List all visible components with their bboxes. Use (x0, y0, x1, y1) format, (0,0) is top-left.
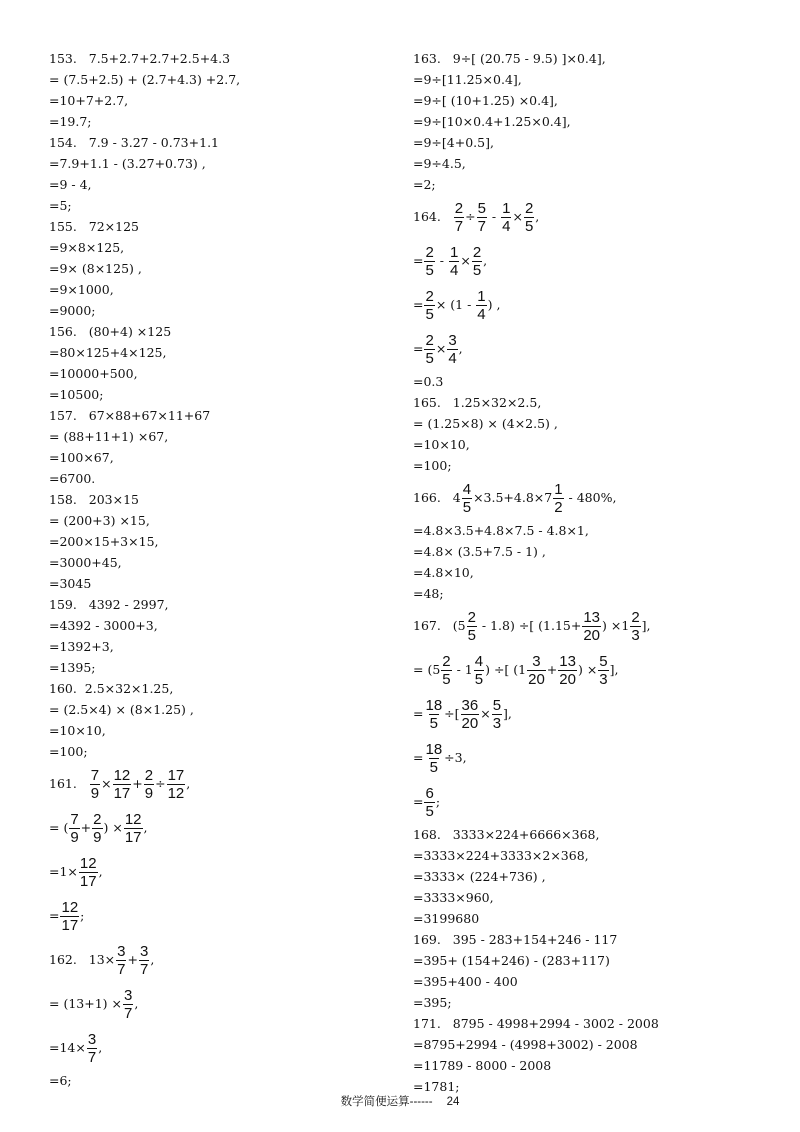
line: 166. 4 $\frac{4}{5}$ ×3.5+4.8×7 $\frac{1}{2}$ - 480%, (413, 480, 617, 516)
fraction: $\frac{2}{5}$ (467, 608, 476, 644)
line: =3333×960, (413, 890, 494, 905)
fraction: $\frac{7}{9}$ (90, 766, 100, 802)
line: 165. 1.25×32×2.5, (413, 395, 542, 410)
fraction: $\frac{12}{17}$ (113, 766, 131, 802)
problem-165 (413, 392, 793, 476)
line: 169. 395 - 283+154+246 - 117 (413, 932, 618, 947)
fraction: $\frac{3}{7}$ (123, 986, 133, 1022)
line: 161. $\frac{7}{9}$ × $\frac{12}{17}$ + $\frac{2}{9}$ ÷ $\frac{17}{12}$ , (49, 766, 191, 802)
line: 162. 13× $\frac{3}{7}$ + $\frac{3}{7}$ , (49, 942, 155, 978)
line: 164. $\frac{2}{7}$ ÷ $\frac{5}{7}$ - $\frac{1}{4}$ × $\frac{2}{5}$ , (413, 199, 540, 235)
problem-162 (49, 938, 429, 1091)
fraction: $\frac{7}{9}$ (70, 810, 79, 846)
problem-163 (413, 48, 793, 195)
line: =200×15+3×15, (49, 534, 159, 549)
problem-171 (413, 1013, 793, 1097)
fraction: $\frac{3}{7}$ (139, 942, 149, 978)
fraction: $\frac{4}{5}$ (474, 652, 484, 688)
line: =100; (49, 744, 88, 759)
line: 160. 2.5×32×1.25, (49, 681, 174, 696)
line: = $\frac{12}{17}$ ; (49, 898, 85, 934)
line: =395+400 - 400 (413, 974, 518, 989)
line: =10+7+2.7, (49, 93, 129, 108)
fraction: $\frac{2}{5}$ (425, 287, 434, 323)
line: =19.7; (49, 114, 92, 129)
line: 154. 7.9 - 3.27 - 0.73+1.1 (49, 135, 219, 150)
fraction: $\frac{2}{3}$ (631, 608, 640, 644)
line: = $\frac{2}{5}$ × $\frac{3}{4}$ , (413, 331, 463, 367)
line: =9÷[11.25×0.4], (413, 72, 522, 87)
line: 155. 72×125 (49, 219, 139, 234)
line: =395; (413, 995, 452, 1010)
line: =9÷[4+0.5], (413, 135, 494, 150)
line: = (88+11+1) ×67, (49, 429, 169, 444)
fraction: $\frac{17}{12}$ (167, 766, 185, 802)
line: =11789 - 8000 - 2008 (413, 1058, 552, 1073)
line: =100×67, (49, 450, 114, 465)
right-column (413, 48, 793, 1097)
problem-161 (49, 762, 429, 938)
line: =10000+500, (49, 366, 138, 381)
line: = $\frac{18}{5}$ ÷[ $\frac{36}{20}$ × $\frac{5}{3}$ ], (413, 696, 512, 732)
line: =9×1000, (49, 282, 114, 297)
line: =9000; (49, 303, 96, 318)
fraction: $\frac{2}{5}$ (442, 652, 451, 688)
problem-157 (49, 405, 429, 489)
fraction: $\frac{5}{7}$ (477, 199, 486, 235)
problem-168 (413, 824, 793, 929)
line: =3333× (224+736) , (413, 869, 546, 884)
problem-164 (413, 195, 793, 392)
line: =3000+45, (49, 555, 122, 570)
problem-160 (49, 678, 429, 762)
problem-158 (49, 489, 429, 594)
line: = (7.5+2.5) + (2.7+4.3) +2.7, (49, 72, 241, 87)
line: 159. 4392 - 2997, (49, 597, 169, 612)
line: =9÷4.5, (413, 156, 466, 171)
page-footer (0, 1093, 800, 1109)
line: = $\frac{2}{5}$ - $\frac{1}{4}$ × $\frac{2}{5}$ , (413, 243, 488, 279)
problem-169 (413, 929, 793, 1013)
problem-154 (49, 132, 429, 216)
problem-156 (49, 321, 429, 405)
fraction: $\frac{12}{17}$ (79, 854, 97, 890)
line: =7.9+1.1 - (3.27+0.73) , (49, 156, 206, 171)
line: =9 - 4, (49, 177, 92, 192)
line: =48; (413, 586, 444, 601)
line: =4.8× (3.5+7.5 - 1) , (413, 544, 546, 559)
line: =9÷[ (10+1.25) ×0.4], (413, 93, 558, 108)
fraction: $\frac{12}{17}$ (124, 810, 142, 846)
problem-155 (49, 216, 429, 321)
fraction: $\frac{1}{4}$ (502, 199, 511, 235)
line: =10×10, (413, 437, 470, 452)
line: =3333×224+3333×2×368, (413, 848, 589, 863)
fraction: $\frac{12}{17}$ (61, 898, 79, 934)
fraction: $\frac{18}{5}$ (425, 740, 443, 776)
line: =1392+3, (49, 639, 114, 654)
line: =4.8×3.5+4.8×7.5 - 4.8×1, (413, 523, 589, 538)
line: =4392 - 3000+3, (49, 618, 158, 633)
line: =6700. (49, 471, 96, 486)
fraction: $\frac{1}{4}$ (450, 243, 459, 279)
line: =395+ (154+246) - (283+117) (413, 953, 610, 968)
left-column (49, 48, 429, 1091)
problem-166 (413, 476, 793, 604)
line: =0.3 (413, 374, 444, 389)
line: =3045 (49, 576, 92, 591)
line: 163. 9÷[ (20.75 - 9.5) ]×0.4], (413, 51, 606, 66)
fraction: $\frac{6}{5}$ (425, 784, 434, 820)
line: =4.8×10, (413, 565, 474, 580)
line: 168. 3333×224+6666×368, (413, 827, 600, 842)
line: =9× (8×125) , (49, 261, 142, 276)
fraction: $\frac{2}{7}$ (454, 199, 464, 235)
line: =9×8×125, (49, 240, 125, 255)
fraction: $\frac{5}{3}$ (492, 696, 502, 732)
fraction: $\frac{1}{4}$ (477, 287, 486, 323)
fraction: $\frac{3}{20}$ (528, 652, 545, 688)
page-number: 24 (446, 1096, 460, 1108)
fraction: $\frac{13}{20}$ (583, 608, 601, 644)
fraction: $\frac{5}{3}$ (599, 652, 608, 688)
line: = (5 $\frac{2}{5}$ - 1 $\frac{4}{5}$ ) ÷[ (1 $\frac{3}{20}$ + $\frac{13}{20}$ ) × $\frac{5}{3}$ ], (413, 652, 619, 688)
line: =1781; (413, 1079, 460, 1094)
line: = (13+1) × $\frac{3}{7}$ , (49, 986, 139, 1022)
fraction: $\frac{2}{5}$ (425, 331, 434, 367)
fraction: $\frac{3}{4}$ (448, 331, 457, 367)
line: =5; (49, 198, 72, 213)
line: =14× $\frac{3}{7}$ , (49, 1030, 103, 1066)
line: 171. 8795 - 4998+2994 - 3002 - 2008 (413, 1016, 659, 1031)
problem-167 (413, 604, 793, 824)
fraction: $\frac{4}{5}$ (462, 480, 472, 516)
line: =9÷[10×0.4+1.25×0.4], (413, 114, 571, 129)
line: =8795+2994 - (4998+3002) - 2008 (413, 1037, 638, 1052)
fraction: $\frac{2}{5}$ (524, 199, 534, 235)
problem-159 (49, 594, 429, 678)
line: =100; (413, 458, 452, 473)
line: =80×125+4×125, (49, 345, 167, 360)
fraction: $\frac{3}{7}$ (87, 1030, 97, 1066)
line: 167. (5 $\frac{2}{5}$ - 1.8) ÷[ (1.15+ $\frac{13}{20}$ ) ×1 $\frac{2}{3}$ ], (413, 608, 651, 644)
footer-title: 数学简便运算------ (340, 1096, 433, 1108)
fraction: $\frac{36}{20}$ (461, 696, 479, 732)
line: =1× $\frac{12}{17}$ , (49, 854, 103, 890)
line: 158. 203×15 (49, 492, 139, 507)
fraction: $\frac{3}{7}$ (117, 942, 126, 978)
fraction: $\frac{2}{5}$ (425, 243, 434, 279)
line: = $\frac{2}{5}$ × (1 - $\frac{1}{4}$ ) , (413, 287, 501, 323)
line: =6; (49, 1073, 72, 1088)
line: = (200+3) ×15, (49, 513, 150, 528)
line: =1395; (49, 660, 96, 675)
line: = (2.5×4) × (8×1.25) , (49, 702, 194, 717)
line: 153. 7.5+2.7+2.7+2.5+4.3 (49, 51, 231, 66)
fraction: $\frac{2}{9}$ (144, 766, 154, 802)
line: 156. (80+4) ×125 (49, 324, 172, 339)
line: = (1.25×8) × (4×2.5) , (413, 416, 558, 431)
line: = $\frac{18}{5}$ ÷3, (413, 740, 467, 776)
line: = $\frac{6}{5}$ ; (413, 784, 441, 820)
fraction: $\frac{18}{5}$ (425, 696, 443, 732)
fraction: $\frac{2}{5}$ (472, 243, 482, 279)
fraction: $\frac{13}{20}$ (559, 652, 576, 688)
fraction: $\frac{1}{2}$ (554, 480, 563, 516)
line: =10×10, (49, 723, 106, 738)
line: =2; (413, 177, 436, 192)
problem-153 (49, 48, 429, 132)
line: =3199680 (413, 911, 480, 926)
line: = ( $\frac{7}{9}$ + $\frac{2}{9}$ ) × $\frac{12}{17}$ , (49, 810, 148, 846)
fraction: $\frac{2}{9}$ (93, 810, 102, 846)
line: 157. 67×88+67×11+67 (49, 408, 211, 423)
line: =10500; (49, 387, 104, 402)
